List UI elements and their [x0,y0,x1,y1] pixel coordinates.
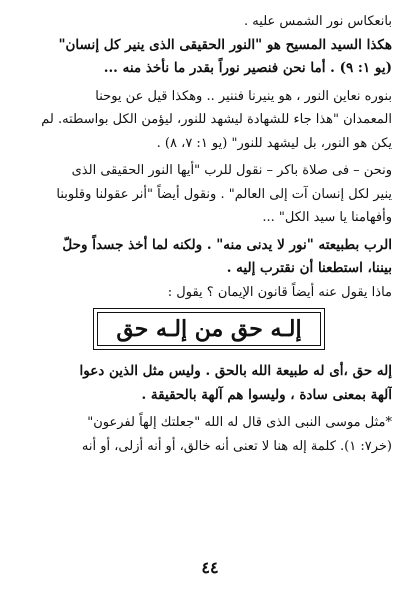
text-line: المعمدان "هذا جاء للشهادة ليشهد للنور، ليؤمن الكل بواسطته. لم [41,112,392,127]
text-line: بانعكاس نور الشمس عليه . [244,14,392,29]
text-line: يكن هو النور، بل ليشهد للنور" (يو ١: ٧، ٨) . [156,135,392,151]
text-line: بيننا، استطعنا أن نقترب إليه . [226,260,392,276]
text-line: هكذا السيد المسيح هو "النور الحقيقى الذى ينير كل إنسان" [58,36,392,53]
text-line: ماذا يقول عنه أيضاً قانون الإيمان ؟ يقول : [167,284,392,300]
text-line: آلهة بمعنى سادة ، وليسوا هم آلهة بالحقيقة . [141,386,392,403]
section-title: إلـه حق من إلـه حق [97,312,320,346]
text-line: *مثل موسى النبى الذى قال له الله "جعلتك إلهاً لفرعون" [87,415,392,430]
text-line: وأفهامنا يا سيد الكل" ... [262,210,392,225]
text-line: ينير لكل إنسان آت إلى العالم" . ونقول أيضاً "أنر عقولنا وقلوبنا [56,186,392,202]
text-line: (يو ١: ٩) . أما نحن فنصير نوراً بقدر ما نأخذ منه ... [103,60,392,76]
text-line: بنوره نعاين النور ، هو ينيرنا فننير .. وهكذا قيل عن يوحنا [95,88,392,104]
text-line: إله حق ،أى له طبيعة الله بالحق . وليس مثل الذين دعوا [79,363,392,379]
text-line: ونحن – فى صلاة باكر – نقول للرب "أيها النور الحقيقى الذى [71,163,392,178]
section-title-wrapper [26,312,392,346]
text-line: الرب بطبيعته "نور لا يدنى منه" . ولكنه لما أخذ جسداً وحلّ [62,236,392,253]
text-line: (خر٧: ١). كلمة إله هنا لا تعنى أنه خالق، أو أنه أزلى، أو أنه [81,438,392,454]
page-number: ٤٤ [201,558,219,577]
